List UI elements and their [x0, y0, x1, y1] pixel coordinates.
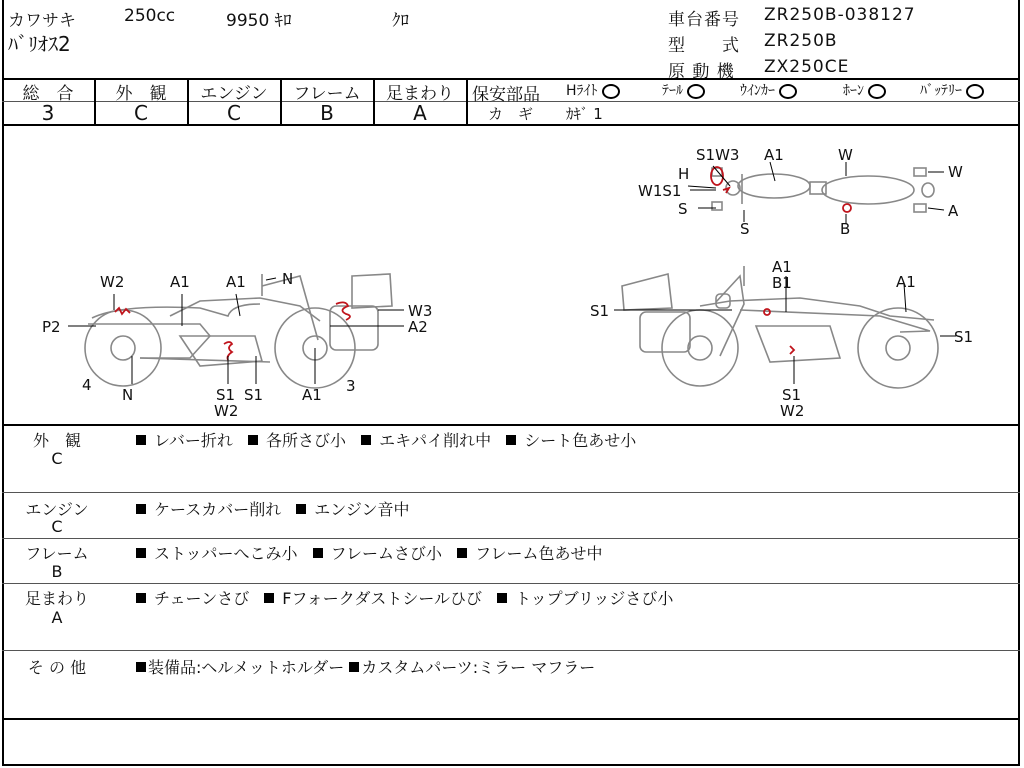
engine-label: 原 動 機 — [668, 62, 735, 82]
bullet-icon — [136, 548, 146, 558]
label-b: B — [840, 220, 851, 238]
bullet-icon — [248, 435, 258, 445]
safety-horn: ﾎｰﾝ — [843, 80, 886, 100]
grade-frame-label: フレーム — [293, 84, 361, 104]
section-frame-items: ストッパーへこみ小 フレームさび小 フレーム色あせ中 — [136, 541, 612, 564]
label-a1: A1 — [226, 273, 246, 291]
label-3: 3 — [346, 377, 356, 395]
label-s1: S1 — [954, 328, 974, 346]
bullet-icon — [457, 548, 467, 558]
label-n: N — [282, 270, 294, 288]
label-a1: A1 — [170, 273, 190, 291]
key-label: カ ギ — [488, 105, 534, 123]
section-exterior-items: レバー折れ 各所さび小 エキパイ削れ中 シート色あせ小 — [136, 428, 646, 451]
grade-engine-label: エンジン — [200, 84, 268, 104]
bullet-icon — [136, 435, 146, 445]
model-name: ﾊﾞﾘｵｽ2 — [8, 32, 71, 56]
bullet-icon — [136, 662, 146, 672]
label-a1: A1 — [772, 258, 792, 276]
displacement: 250cc — [124, 6, 176, 26]
grade-engine-value: C — [227, 101, 241, 125]
section-exterior-label: 外 観 — [32, 431, 81, 450]
ok-mark-icon — [687, 84, 705, 99]
label-a: A — [948, 202, 959, 220]
label-s1w3: S1W3 — [696, 146, 740, 164]
grade-exterior-label: 外 観 — [115, 84, 167, 104]
grade-suspension-label: 足まわり — [386, 84, 454, 104]
section-suspension-items: チェーンさび Fフォークダストシールひび トップブリッジさび小 — [136, 586, 683, 609]
label-s1: S1 — [590, 302, 610, 320]
divider — [2, 424, 1020, 426]
label-s1: S1 — [782, 386, 802, 404]
type-value: ZR250B — [764, 31, 838, 51]
grade-overall-label: 総 合 — [22, 84, 74, 104]
label-w3: W3 — [408, 302, 433, 320]
bullet-icon — [136, 504, 146, 514]
divider — [466, 101, 1020, 102]
section-exterior-grade: C — [51, 449, 63, 468]
safety-winker: ｳｲﾝｶｰ — [740, 80, 797, 100]
bullet-icon — [296, 504, 306, 514]
label-n: N — [122, 386, 134, 404]
bullet-icon — [313, 548, 323, 558]
label-a2: A2 — [408, 318, 428, 336]
section-engine-grade: C — [51, 517, 63, 536]
section-frame-label: フレーム — [25, 544, 89, 563]
label-s1: S1 — [216, 386, 236, 404]
divider — [2, 538, 1020, 539]
ok-mark-icon — [779, 84, 797, 99]
label-s: S — [678, 200, 688, 218]
section-frame-grade: B — [51, 562, 63, 581]
section-suspension-label: 足まわり — [24, 589, 89, 608]
safety-headlight: Hﾗｲﾄ — [566, 80, 620, 100]
grade-overall-value: 3 — [41, 101, 55, 125]
ok-mark-icon — [966, 84, 984, 99]
grade-exterior-value: C — [134, 101, 148, 125]
key-value: ｶｷﾞ 1 — [566, 105, 603, 123]
label-w: W — [838, 146, 853, 164]
label-a1: A1 — [302, 386, 322, 404]
divider — [466, 78, 468, 124]
label-w1s1: W1S1 — [638, 182, 682, 200]
bullet-icon — [361, 435, 371, 445]
divider — [2, 583, 1020, 584]
label-a1: A1 — [764, 146, 784, 164]
bike-left-view — [85, 274, 392, 388]
label-s1: S1 — [244, 386, 264, 404]
bike-top-view — [712, 168, 934, 212]
mileage: 9950 ｷﾛ — [226, 11, 292, 31]
safety-battery: ﾊﾞｯﾃﾘｰ — [920, 80, 984, 100]
bullet-icon — [264, 593, 274, 603]
section-other-label: そ の 他 — [27, 658, 87, 677]
label-w2: W2 — [100, 273, 125, 291]
safety-label: 保安部品 — [472, 85, 540, 105]
bullet-icon — [136, 593, 146, 603]
ok-mark-icon — [868, 84, 886, 99]
label-w2: W2 — [780, 402, 805, 420]
label-4: 4 — [82, 376, 92, 394]
engine-value: ZX250CE — [764, 57, 850, 77]
label-a1: A1 — [896, 273, 916, 291]
frame-no: ZR250B-038127 — [764, 5, 916, 25]
label-s: S — [740, 220, 750, 238]
grade-frame-value: B — [320, 101, 334, 125]
divider — [2, 718, 1020, 720]
label-h: H — [678, 165, 690, 183]
section-suspension-grade: A — [51, 608, 63, 627]
divider — [2, 492, 1020, 493]
label-b1: B1 — [772, 274, 792, 292]
section-other-items: 装備品:ヘルメットホルダー カスタムパーツ:ミラー マフラー — [136, 655, 605, 678]
label-w: W — [948, 163, 963, 181]
section-engine-items: ケースカバー削れ エンジン音中 — [136, 497, 420, 520]
type-label: 型 式 — [668, 36, 740, 56]
bullet-icon — [497, 593, 507, 603]
grade-suspension-value: A — [413, 101, 427, 125]
ok-mark-icon — [602, 84, 620, 99]
label-w2: W2 — [214, 402, 239, 420]
frame-no-label: 車台番号 — [668, 10, 740, 30]
bullet-icon — [349, 662, 359, 672]
color: ｸﾛ — [392, 11, 409, 31]
bullet-icon — [506, 435, 516, 445]
damage-diagram — [0, 126, 1024, 424]
safety-tail: ﾃｰﾙ — [662, 80, 705, 100]
label-p2: P2 — [42, 318, 61, 336]
divider — [2, 650, 1020, 651]
damage-marks — [115, 167, 851, 360]
maker: カワサキ — [8, 11, 76, 31]
section-engine-label: エンジン — [25, 500, 89, 519]
